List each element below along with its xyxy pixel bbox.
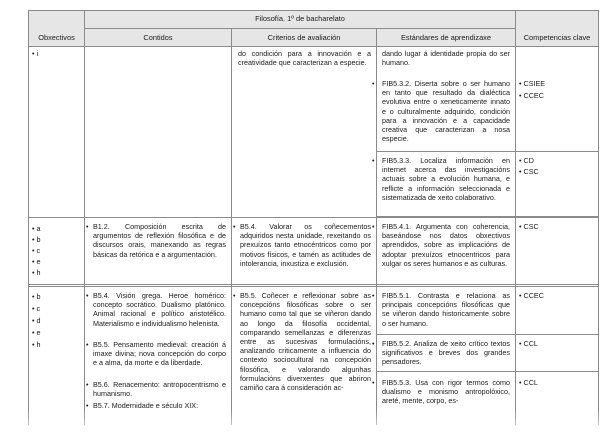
objective-item: • e [32, 328, 41, 337]
objective-item: • c [32, 304, 41, 313]
bottom-fade [0, 410, 615, 439]
competency-item: • CCEC [519, 91, 544, 100]
table-title: Filosofía. 1º de bacharelato [255, 14, 345, 23]
competency-item: • CSC [519, 222, 539, 231]
objective-item: • b [32, 292, 41, 301]
competency-item: • CD [519, 156, 534, 165]
standard-bullet: • [372, 291, 375, 300]
standard-text: FIB5.3.3. Localiza información en internet acerca das investigacións actuais sobre a evolución humana, e reflicte a información seleccionada e sistematizada de xeito colaborativo. [382, 156, 510, 202]
standard-text: FIB5.3.2. Diserta sobre o ser humano en tanto que resultado da dialéctica evolutiva entre o xeneticamente innato e o culturalmente adquirido, condición para a innovación e a capacidade creativa que caracterizan a nosa especie. [382, 79, 510, 144]
standard-text: FIB5.5.2. Analiza de xeito crítico textos significativos e breves dos grandes pensadores. [382, 339, 510, 367]
competency-item: • CCEC [519, 291, 544, 300]
objective-item: • b [32, 235, 41, 244]
header-competencies: Competencias clave [523, 33, 591, 42]
content-text: B5.5. Pensamento medieval: creación á imaxe divina; nova concepción do corpo e a alma, da morte e da liberdade. [93, 340, 226, 368]
criteria-text: do condición para a innovación e a creatividade que caracterizan a especie. [238, 49, 371, 68]
criteria-text: B5.5. Coñecer e reflexionar sobre as concepcións filosóficas sobre o ser humano como tal que se viñeron dando ao longo da filosofía occidental, comparando semellanzas e diferenzas entre as sucesivas formulacións, analizando criticamente a influencia do contexto sociocultural na concepción filosófica, e valorando algunhas formulacións diverxentes que abriron camiño cara á consideración ac- [240, 291, 371, 393]
competency-item: • CCL [519, 339, 538, 348]
content-text: B5.7. Modernidade e século XIX: [93, 401, 199, 410]
standard-text: FIB5.5.1. Contrasta e relaciona as principais concepcións filosóficas que se viñeron dando historicamente sobre o ser humano. [382, 291, 510, 328]
content-text: B5.6. Renacemento: antropocentrismo e humanismo. [93, 380, 226, 399]
standard-bullet: • [372, 222, 375, 231]
content-bullet: • [86, 340, 89, 349]
criteria-text: B5.4. Valorar os coñecementos adquiridos nesta unidade, rexeitando os prexuízos tanto etnocéntricos como por motivos físicos, e tamén as actitudes de intolerancia, inxustiza e exclusión. [240, 222, 371, 268]
objective-item: • h [32, 340, 41, 349]
content-bullet: • [86, 291, 89, 300]
criteria-bullet: • [233, 222, 236, 231]
standard-bullet: • [372, 378, 375, 387]
objective-item: • h [32, 268, 41, 277]
standard-bullet: • [372, 79, 375, 88]
header-standards: Estándares de aprendizaxe [401, 33, 491, 42]
objective-item: • a [32, 224, 41, 233]
standard-bullet: • [372, 156, 375, 165]
standard-text: FIB5.4.1. Argumenta con coherencia, baseándose nos datos obxectivos aprendidos, sobre as implicacións de adoptar prexuízos etnocentricos para xulgar os seres humanos e as culturas. [382, 222, 510, 268]
competency-item: • CSC [519, 167, 539, 176]
content-text: B5.4. Visión grega. Heroe homérico: concepto socrático. Dualismo platónico. Animal racional e político aristotélico. Materialismo e individualismo helenista. [93, 291, 226, 328]
objective-item: • d [32, 316, 41, 325]
objective-item: • i [32, 49, 39, 58]
content-bullet: • [86, 380, 89, 389]
content-text: B1.2. Composición escrita de argumentos de reflexión filosófica e de discursos orais, manexando as regras básicas da retórica e a argumentación. [93, 222, 226, 259]
content-bullet: • [86, 401, 89, 410]
header-objectives: Obxectivos [38, 33, 75, 42]
standard-bullet: • [372, 339, 375, 348]
criteria-bullet: • [233, 291, 236, 300]
competency-item: • CCL [519, 378, 538, 387]
objective-item: • c [32, 246, 41, 255]
competency-item: • CSIEE [519, 79, 546, 88]
standard-text: FIB5.5.3. Usa con rigor termos como dualismo e monismo antropolóxico, areté, mente, corpo, es- [382, 378, 510, 406]
content-bullet: • [86, 222, 89, 231]
header-criteria: Criterios de avaliación [267, 33, 341, 42]
standard-text: dando lugar á identidade propia do ser humano. [382, 49, 510, 68]
objective-item: • e [32, 257, 41, 266]
header-contents: Contidos [143, 33, 173, 42]
